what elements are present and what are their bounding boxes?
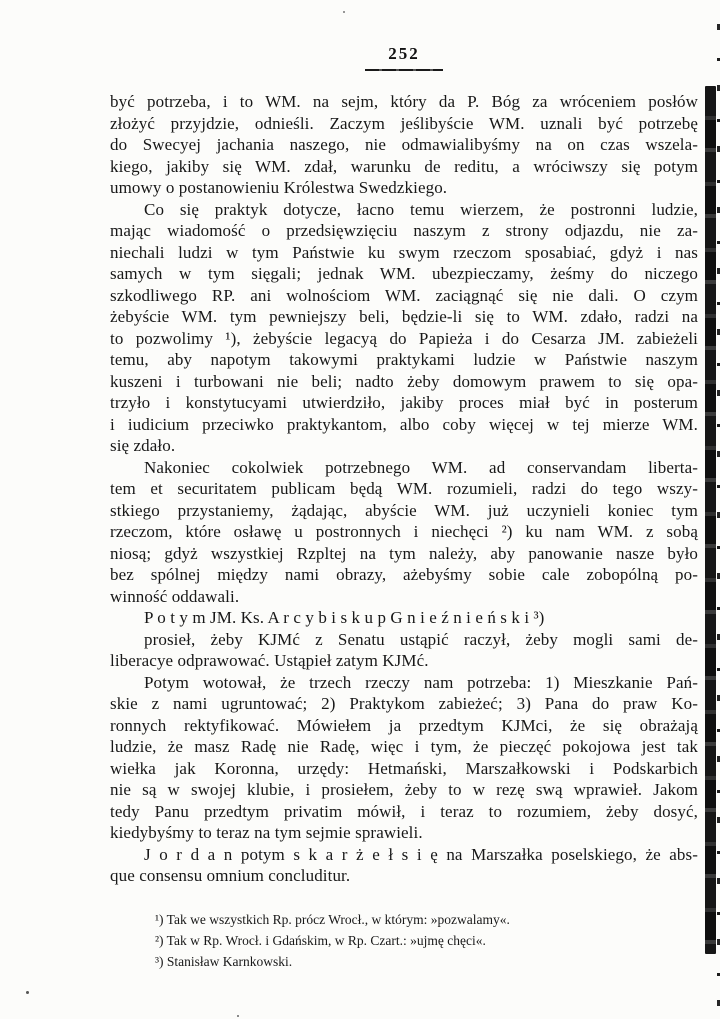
text-line: kiego, jakiby się WM. zdał, warunku de reditu, a wróciwszy się potym: [110, 156, 698, 176]
text-line: que consensu omnium concluditur.: [110, 866, 351, 885]
footnote-line: ³) Stanisław Karnkowski.: [155, 953, 293, 969]
text-line: umowy o postanowieniu Królestwa Swedzkiego.: [110, 178, 448, 197]
text-line: prosieł, żeby KJMć z Senatu ustąpić raczył, żeby mogli sami de-: [144, 629, 698, 649]
body-text: [110, 91, 698, 887]
text-line: tem et securitatem publicam będą WM. rozumieli, radzi do tego wszy-: [110, 479, 698, 498]
text-line: mając wiadomość o przedsięwzięciu naszym z strony odjazdu, nie za-: [110, 221, 698, 240]
text-line: i iudicium przeciwko praktykantom, albo coby więcej w tej mierze WM.: [110, 414, 698, 434]
text-line: żebyście WM. tym pewniejszy beli, będzie-li się to WM. zdało, radzi na: [110, 307, 698, 326]
text-line: niechali ludzi w tym Państwie ku swym rzeczom sposabiać, gdyż i nas: [110, 242, 698, 262]
text-line: do Swecyej jachania naszego, nie odmawialibyśmy na on czas wszela-: [110, 135, 698, 154]
text-line: liberacye odprawować. Ustąpieł zatym KJMć.: [110, 651, 429, 670]
text-line: Potym wotował, że trzech rzeczy nam potrzeba: 1) Mieszkanie Pań-: [144, 672, 698, 692]
scan-edge-artifact: [705, 86, 716, 954]
text-line: samych w tym sięgali; jednak WM. ubezpieczamy, żeśmy do niczego: [110, 264, 698, 283]
text-line: stkiego przystaniemy, żądając, abyście WM. już uczynieli koniec tym: [110, 500, 698, 520]
text-line: się zdało.: [110, 436, 176, 455]
page-number: 252: [388, 44, 420, 63]
text-line: kuszeni i turbowani nie beli; nadto żeby domowym prawem to się opa-: [110, 371, 698, 391]
text-line: to pozwolimy ¹), żebyście legacyą do Papieża i do Cesarza JM. zabieżeli: [110, 328, 698, 348]
text-line: ludzie, że masz Radę nie Radę, więc i tym, że pieczęć pokojowa jest tak: [110, 737, 698, 756]
text-line: kiedybyśmy to teraz na tym sejmie sprawieli.: [110, 823, 423, 842]
text-line: bez spólnej między nami obrazy, ażebyśmy sobie cale zobopólną po-: [110, 565, 698, 584]
text-line: tedy Panu przedtym privatim mówił, i teraz to rozumiem, żeby dosyć,: [110, 801, 698, 821]
scan-speck: [237, 1015, 239, 1017]
text-line: Co się praktyk dotycze, łacno temu wierzem, że postronni ludzie,: [144, 199, 698, 219]
footnote-line: ¹) Tak we wszystkich Rp. prócz Wrocł., w którym: »pozwalamy«.: [155, 911, 510, 927]
text-line: winność oddawali.: [110, 586, 240, 606]
scan-speck: [343, 11, 345, 13]
text-line: wiełka jak Koronna, urzędy: Hetmański, Marszałkowski i Podskarbich: [110, 758, 698, 778]
page-number-rule: [365, 69, 443, 71]
footnotes: [110, 909, 670, 972]
text-line: nie są w swojej klubie, i prosiełem, żeby to w rezę swą wprawieł. Jakom: [110, 780, 698, 799]
footnote-line: ²) Tak w Rp. Wrocł. i Gdańskim, w Rp. Czart.: »ujmę chęci«.: [155, 932, 486, 948]
text-line: rzeczom, które osławę u postronnych i niechęci ²) ku nam WM. z sobą: [110, 522, 698, 541]
text-line: temu, aby napotym takowymi praktykami ludzie w Państwie naszym: [110, 350, 698, 369]
text-line: złożyć przyjdzie, odnieśli. Zaczym jeślibyście WM. uznali być potrzebę: [110, 113, 698, 133]
text-line: skie z nami ugruntować; 2) Praktykom zabieżeć; 3) Pana do praw Ko-: [110, 694, 698, 713]
text-line: P o t y m JM. Ks. A r c y b i s k u p G n i e ź n i e ń s k i ³): [144, 608, 545, 627]
text-line: trzyło i konstytucyami utwierdziło, jakiby proces miał być in posterum: [110, 393, 698, 412]
text-line: być potrzeba, i to WM. na sejm, który da P. Bóg za wróceniem posłów: [110, 92, 698, 111]
page-header: [110, 0, 698, 71]
text-line: niosą; gdyż wszystkiej Rzpltej na tym należy, aby panowanie nasze było: [110, 543, 698, 563]
scan-speck: [26, 991, 29, 994]
text-line: ronnych rektyfikować. Mówiełem ja przedtym KJMci, że się obrażają: [110, 715, 698, 735]
text-line: Nakoniec cokolwiek potrzebnego WM. ad conservandam liberta-: [144, 457, 698, 477]
text-line: szkodliwego RP. ani wolnościom WM. zaciągnąć się nie dali. O czym: [110, 285, 698, 305]
text-line: J o r d a n potym s k a r ż e ł s i ę na Marszałka poselskiego, że abs-: [144, 844, 698, 864]
